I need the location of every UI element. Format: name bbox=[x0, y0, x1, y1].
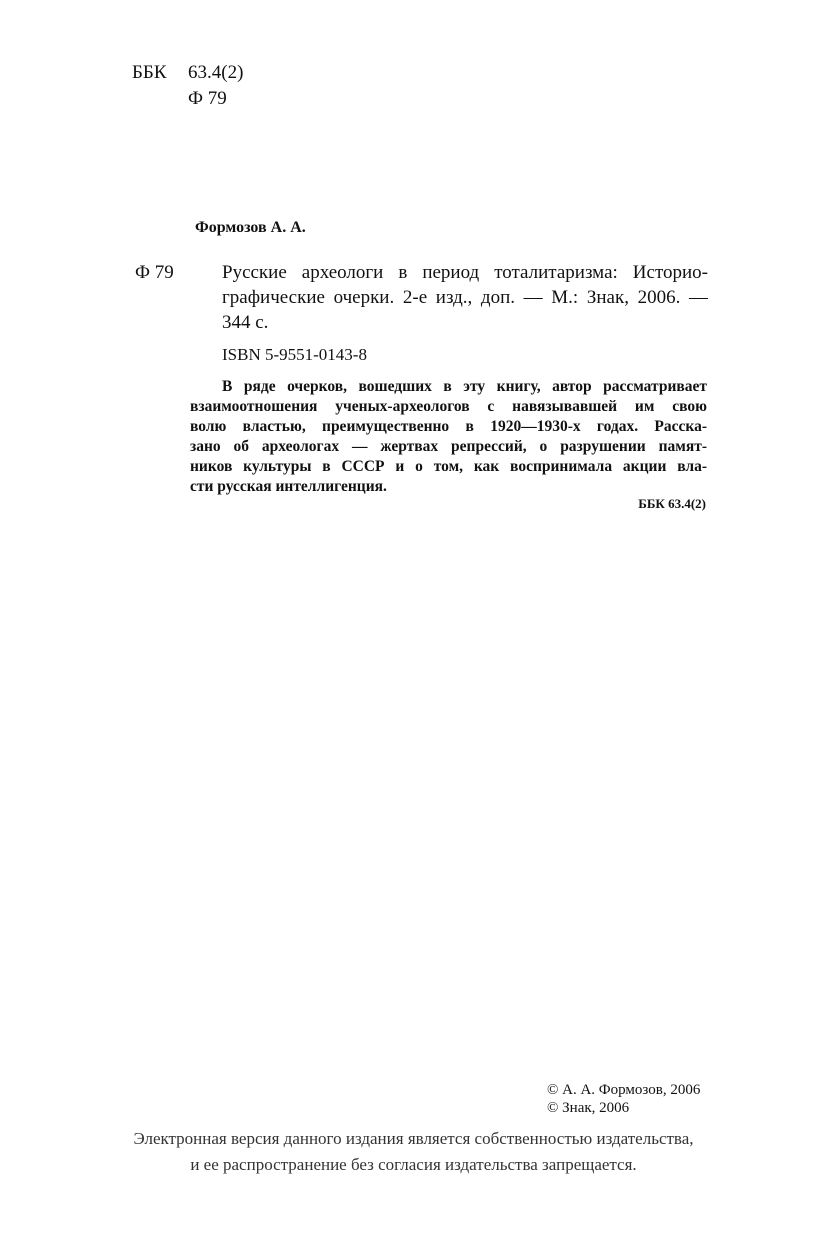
abstract-line: В ряде очерков, вошедших в эту книгу, автор рассматривает bbox=[222, 378, 707, 395]
abstract-line: волю властью, преимущественно в 1920—1930-х годах. Расска- bbox=[190, 418, 707, 435]
bbk-code-bottom: ББК 63.4(2) bbox=[638, 496, 706, 511]
ownership-notice-line: и ее распространение без согласия издательства запрещается. bbox=[190, 1155, 637, 1174]
copyright-line: © А. А. Формозов, 2006 bbox=[547, 1082, 701, 1098]
author-code-top: Ф 79 bbox=[188, 88, 227, 109]
isbn: ISBN 5-9551-0143-8 bbox=[222, 345, 367, 364]
author-heading: Формозов А. А. bbox=[195, 219, 306, 236]
abstract-line: взаимоотношения ученых-археологов с навязывавшей им свою bbox=[190, 398, 707, 415]
entry-author-code: Ф 79 bbox=[135, 262, 174, 283]
bbk-code-top: 63.4(2) bbox=[188, 62, 244, 83]
bbk-label-top: ББК bbox=[132, 62, 167, 83]
abstract-line: зано об археологах — жертвах репрессий, о разрушении памят- bbox=[190, 438, 707, 455]
abstract-line: сти русская интеллигенция. bbox=[190, 478, 387, 495]
title-line: графические очерки. 2-е изд., доп. — М.: Знак, 2006. — bbox=[222, 287, 708, 308]
title-line: 344 с. bbox=[222, 312, 269, 333]
copyright-line: © Знак, 2006 bbox=[547, 1100, 630, 1116]
title-line: Русские археологи в период тоталитаризма: Историо- bbox=[222, 262, 708, 283]
ownership-notice-line: Электронная версия данного издания является собственностью издательства, bbox=[133, 1129, 694, 1148]
abstract-line: ников культуры в СССР и о том, как воспринимала акции вла- bbox=[190, 458, 707, 475]
